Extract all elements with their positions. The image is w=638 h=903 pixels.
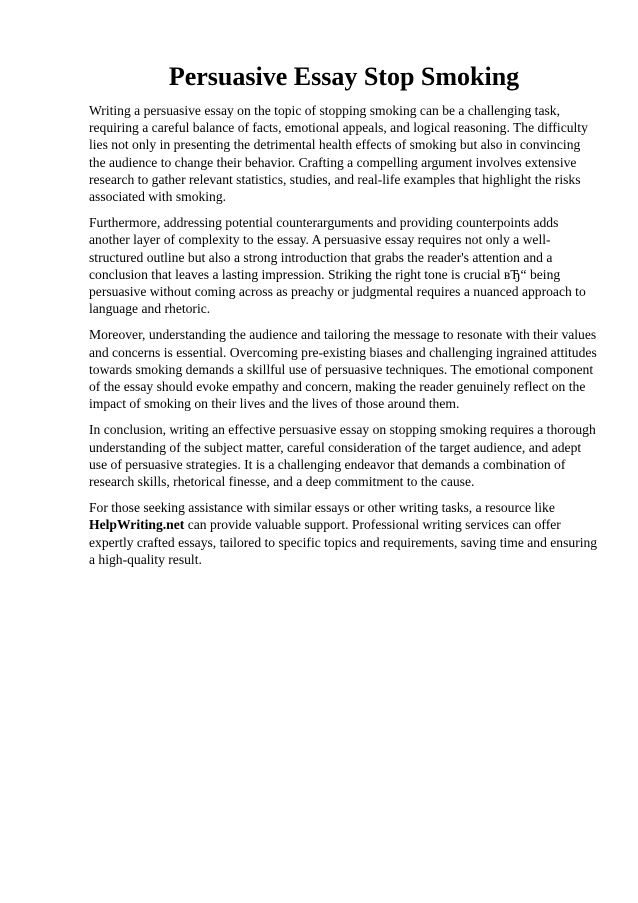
paragraph-resource — [89, 499, 599, 568]
document-page — [89, 62, 599, 577]
helpwriting-brand-link[interactable]: HelpWriting.net — [89, 517, 185, 533]
paragraph-intro: Writing a persuasive essay on the topic of stopping smoking can be a challenging task, requiring a careful balance of facts, emotional appeals, and logical reasoning. The difficulty lies not only in presenting the detrimental health effects of smoking but also in convincing the audience to change their behavior. Crafting a compelling argument involves extensive research to gather relevant statistics, studies, and real-life examples that highlight the risks associated with smoking. — [89, 103, 588, 205]
resource-lead-text: For those seeking assistance with similar essays or other writing tasks, a resource like — [89, 500, 555, 516]
document-title: Persuasive Essay Stop Smoking — [168, 62, 520, 91]
paragraph-audience: Moreover, understanding the audience and tailoring the message to resonate with their values and concerns is essential. Overcoming pre-existing biases and challenging ingrained attitudes towards smoking demands a skillful use of persuasive techniques. The emotional component of the essay should evoke empathy and concern, making the reader genuinely reflect on the impact of smoking on their lives and the lives of those around them. — [89, 327, 597, 412]
resource-tail-text: can provide valuable support. Professional writing services can offer expertly crafted essays, tailored to specific topics and requirements, saving time and ensuring a high-quality result. — [89, 517, 598, 567]
document-body — [89, 102, 599, 568]
paragraph-counterarguments: Furthermore, addressing potential counterarguments and providing counterpoints adds another layer of complexity to the essay. A persuasive essay requires not only a well-structured outline but also a strong introduction that grabs the reader's attention and a conclusion that leaves a lasting impression. Striking the right tone is crucial вЂ“ being persuasive without coming across as preachy or judgmental requires a nuanced approach to language and rhetoric. — [89, 215, 586, 317]
paragraph-conclusion: In conclusion, writing an effective persuasive essay on stopping smoking requires a thorough understanding of the subject matter, careful consideration of the target audience, and adept use of persuasive strategies. It is a challenging endeavor that demands a combination of research skills, rhetorical finesse, and a deep commitment to the cause. — [89, 422, 596, 490]
